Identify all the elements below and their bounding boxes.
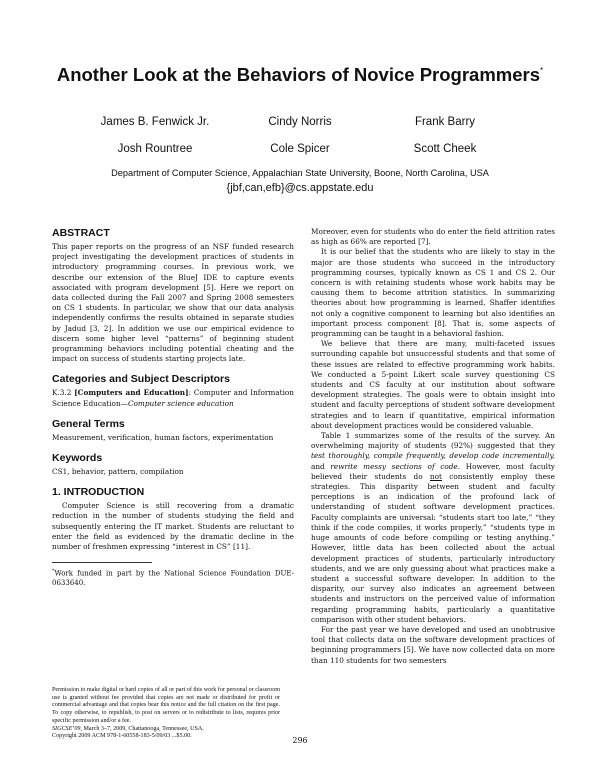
p4-part-a: Table 1 summarizes some of the results of the survey. An overwhelming majority of students (92%) suggested that they	[311, 431, 555, 451]
categories-code: K.3.2	[52, 388, 72, 398]
funding-footnote	[52, 567, 294, 587]
introduction-heading: 1. INTRODUCTION	[52, 486, 145, 499]
right-paragraph-2: It is our belief that the students who are likely to stay in the major are those students who succeed in the introductory programming courses, typically known as CS 1 and CS 2. Our concern is with retaining students whose work habits may be causing them to become attrition statistics. In summarizing theories about how programming is learned, Shaffer identifies not only a cognitive component to learning but also identifies an important process component [8]. That is, some aspects of programming can be taught in a behavioral fashion.	[311, 247, 555, 339]
right-paragraph-3: We believe that there are many, multi-faceted issues surrounding capable but unsuccessful students and that some of these issues are related to effective programming work habits. We conducted a 5-point Likert scale survey questioning CS students and CS faculty at our institution about software development strategies. The goals were to obtain insight into student and faculty perceptions of student software development strategies and to learn if quantitative, empirical information about development practices would be considered valuable.	[311, 339, 555, 430]
author-2: Cindy Norris	[268, 116, 332, 128]
p4-italic-a: test thoroughly, compile frequently, develop code incrementally,	[311, 451, 555, 461]
categories-text	[52, 388, 294, 408]
permission-notice	[52, 687, 280, 741]
page-number: 296	[292, 736, 308, 745]
author-6: Scott Cheek	[413, 143, 477, 155]
keywords-heading: Keywords	[52, 452, 103, 465]
footnote-marker: *	[52, 568, 55, 575]
right-paragraph-1: Moreover, even for students who do enter the field attrition rates as high as 66% are reported [7].	[311, 227, 555, 247]
permission-text: Permission to make digital or hard copies of all or part of this work for personal or classroom use is granted without fee provided that copies are not made or distributed for profit or commercial advantage and that copies bear this notice and the full citation on the first page. To copy otherwise, to republish, to post on servers or to redistribute to lists, requires prior specific permission and/or a fee.	[52, 687, 280, 724]
footnote-rule	[52, 562, 152, 563]
paper-title	[0, 64, 600, 86]
p4-part-b: and	[311, 461, 325, 471]
p4-part-d: consistently employ these strategies. This disparity between student and faculty perceptions is an indication of the profound lack of understanding of student software development practices. Faculty complaints are universal: “students start too late,” “they think if the code compiles, it works properly,” “students type in huge amounts of code before compiling or testing anything.” However, little data has been collected about the actual development practices of students, particularly introductory students, and we are only guessing about what practices make a student a successful software developer. In addition to the disparity, our survey also indicates an agreement between students and instructors on the perceived value of information regarding programming habits, particularly a quantitative comparison with other student behaviors.	[311, 471, 555, 624]
author-5: Cole Spicer	[270, 143, 330, 155]
right-paragraph-4	[311, 431, 555, 625]
title-footnote-marker: *	[540, 66, 544, 75]
introduction-text: Computer Science is still recovering from a dramatic reduction in the number of students studying the field and subsequently entering the IT market. Students are reluctant to enter the field as evidenced by the dramatic decline in the number of freshmen expressing “interest in CS” [11].	[52, 501, 294, 552]
copyright-line: Copyright 2009 ACM 978-1-60558-183-5/09/03 ...$5.00.	[52, 733, 192, 740]
general-terms-heading: General Terms	[52, 417, 125, 430]
p4-underlined: not	[429, 471, 442, 481]
author-4: Josh Rountree	[117, 143, 193, 155]
venue-name: SIGCSE’09,	[52, 725, 82, 732]
categories-italic: Computer science education	[127, 398, 234, 408]
right-paragraph-5: For the past year we have developed and used an unobtrusive tool that collects data on the software development practices of beginning programmers [5]. We have now collected data on more than 110 students for two semesters	[311, 624, 555, 665]
affiliation: Department of Computer Science, Appalachian State University, Boone, North Carolina, USA	[111, 168, 489, 178]
left-column	[52, 227, 294, 588]
keywords-text: CS1, behavior, pattern, compilation	[52, 467, 184, 477]
author-emails: {jbf,can,efb}@cs.appstate.edu	[226, 182, 374, 194]
author-3: Frank Barry	[414, 116, 476, 128]
footnote-text: Work funded in part by the National Science Foundation DUE-0633640.	[52, 569, 294, 587]
venue-details: March 3–7, 2009, Chattanooga, Tennessee, USA.	[83, 725, 204, 732]
author-1: James B. Fenwick Jr.	[100, 116, 210, 128]
paper-title-text: Another Look at the Behaviors of Novice Programmers	[56, 64, 541, 85]
abstract-text: This paper reports on the progress of an NSF funded research project investigating the development practices of students in introductory programming courses. In previous work, we describe our extension of the BlueJ IDE to capture events associated with program development [5]. Here we report on data collected during the Fall 2007 and Spring 2008 semesters on CS 1 students. In particular, we show that our data analysis independently confirms the results obtained in separate studies by Jadud [3, 2]. In addition we use our empirical evidence to discern some higher level “patterns” of beginning student programming behaviors including potential cheating and the impact on success of students starting projects late.	[52, 242, 294, 364]
abstract-heading: ABSTRACT	[52, 227, 110, 239]
categories-rest: : Computer and Information Science Education—	[52, 388, 294, 408]
p4-part-c: . However, most faculty believed their students do	[311, 461, 555, 481]
categories-heading: Categories and Subject Descriptors	[52, 373, 230, 386]
p4-italic-b: rewrite messy sections of code	[330, 461, 458, 471]
general-terms-text: Measurement, verification, human factors, experimentation	[52, 432, 274, 442]
categories-bold-label: [Computers and Education]	[74, 388, 189, 398]
right-column	[311, 227, 555, 666]
